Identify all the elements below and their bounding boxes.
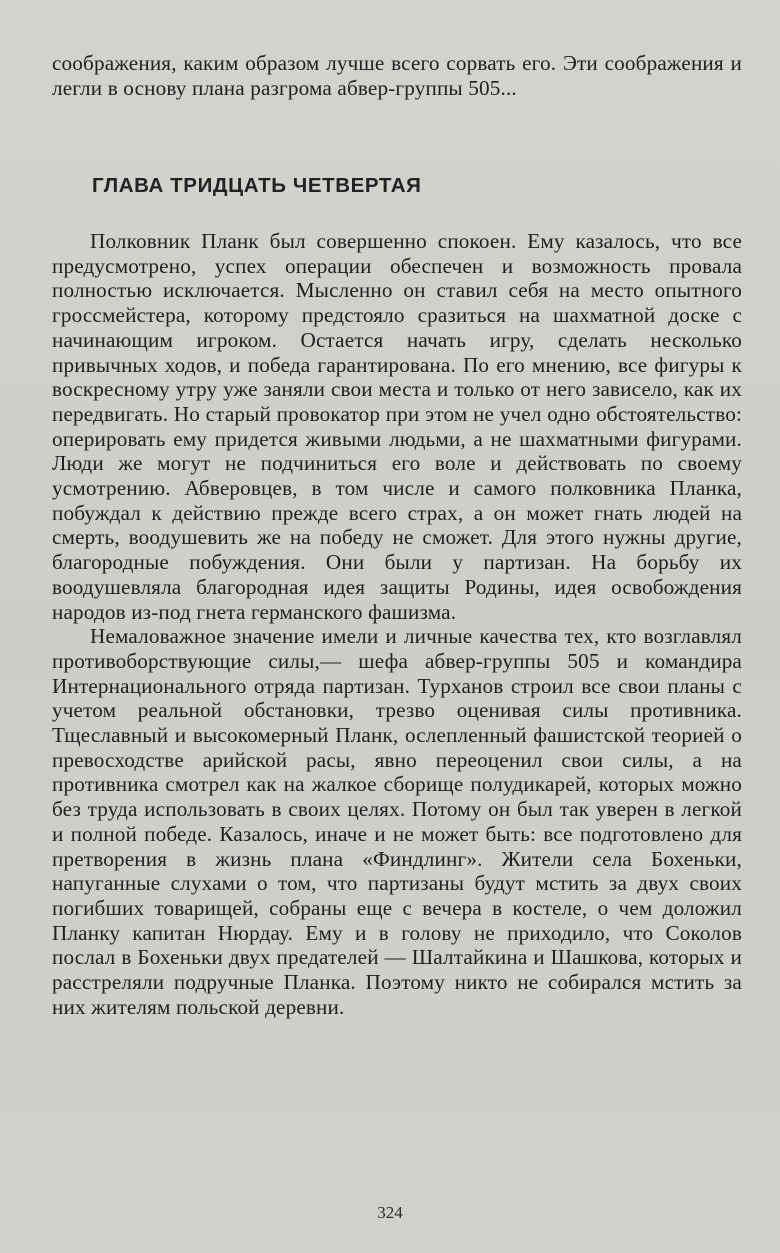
intro-paragraph: соображения, каким образом лучше всего сорвать его. Эти соображения и легли в основу плана разгрома абвер-группы 505... [52,51,742,100]
chapter-title: ГЛАВА ТРИДЦАТЬ ЧЕТВЕРТАЯ [92,174,422,197]
intro-text [52,51,742,100]
chapter-body [52,229,742,1020]
page-number: 324 [377,1203,403,1222]
paragraph-1: Полковник Планк был совершенно спокоен. Ему казалось, что все предусмотрено, успех операции обеспечен и возможность провала полностью исключается. Мысленно он ставил себя на место опытного гроссмейстера, которому предстояло сразиться на шахматной доске с начинающим игроком. Остается начать игру, сделать несколько привычных ходов, и победа гарантирована. По его мнению, все фигуры к воскресному утру уже заняли свои места и только от него зависело, как их передвигать. Но старый провокатор при этом не учел одно обстоятельство: оперировать ему придется живыми людьми, а не шахматными фигурами. Люди же могут не подчиниться его воле и действовать по своему усмотрению. Абверовцев, в том числе и самого полковника Планка, побуждал к действию прежде всего страх, а он может гнать людей на смерть, воодушевить же на победу не сможет. Для этого нужны другие, благородные побуждения. Они были у партизан. На борьбу их воодушевляла благородная идея защиты Родины, идея освобождения народов из-под гнета германского фашизма. [52,229,742,624]
paragraph-2: Немаловажное значение имели и личные качества тех, кто возглавлял противоборствующие силы,— шефа абвер-группы 505 и командира Интернационального отряда партизан. Турханов строил все свои планы с учетом реальной обстановки, трезво оценивая силы противника. Тщеславный и высокомерный Планк, ослепленный фашистской теорией о превосходстве арийской расы, явно переоценил свои силы, а на противника смотрел как на жалкое сборище полудикарей, которых можно без труда использовать в своих целях. Потому он был так уверен в легкой и полной победе. Казалось, иначе и не может быть: все подготовлено для претворения в жизнь плана «Финдлинг». Жители села Бохеньки, напуганные слухами о том, что партизаны будут мстить за двух своих погибших товарищей, собраны еще с вечера в костеле, о чем доложил Планку капитан Нюрдау. Ему и в голову не приходило, что Соколов послал в Бохеньки двух предателей — Шалтайкина и Шашкова, которых и расстреляли подручные Планка. Поэтому никто не собирался мстить за них жителям польской деревни. [52,624,742,1019]
